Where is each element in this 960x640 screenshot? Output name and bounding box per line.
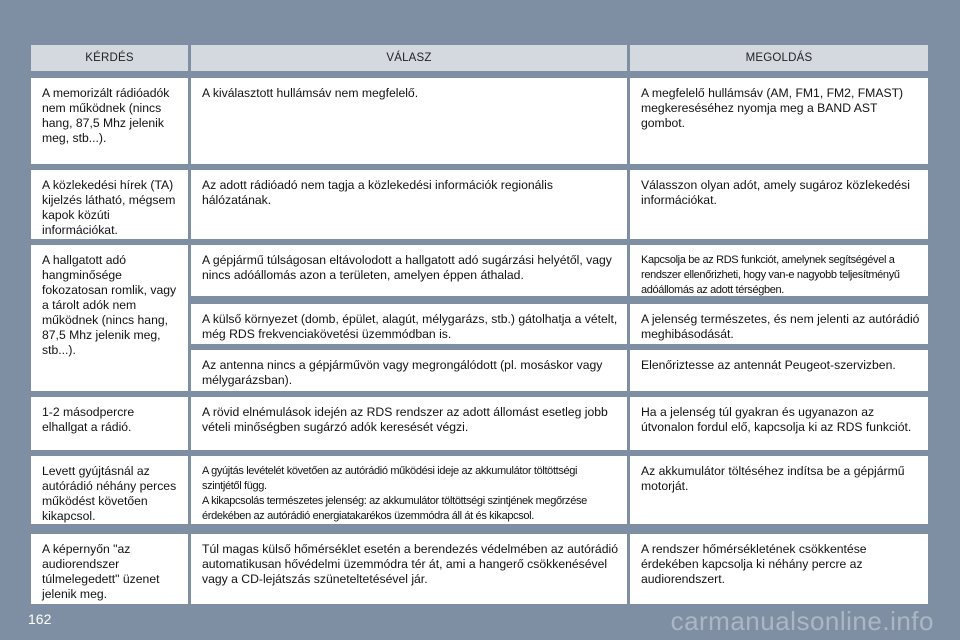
answer-cell [191, 456, 627, 524]
question-cell: A hallgatott adó hangminősége fokozatosan romlik, vagy a tárolt adók nem működnek (nincs hang, 87,5 Mhz jelenik meg, stb...). [31, 245, 188, 391]
answer-cell: A kiválasztott hullámsáv nem megfelelő. [191, 78, 627, 164]
page-number: 162 [28, 611, 52, 627]
solution-cell: Ha a jelenség túl gyakran és ugyanazon az útvonalon fordul elő, kapcsolja ki az RDS funkciót. [630, 397, 928, 450]
solution-cell: Kapcsolja be az RDS funkciót, amelynek segítségével a rendszer ellenőrizheti, hogy van-e nagyobb teljesítményű adóállomás az adott térségben. [630, 245, 928, 296]
answer-cell: Az adott rádióadó nem tagja a közlekedési információk regionális hálózatának. [191, 170, 627, 239]
solution-cell: A rendszer hőmérsékletének csökkentése érdekében kapcsolja ki néhány percre az audiorendszert. [630, 534, 928, 604]
question-cell: A közlekedési hírek (TA) kijelzés látható, mégsem kapok közúti információkat. [31, 170, 188, 239]
header-valasz: VÁLASZ [191, 45, 627, 71]
question-cell: A képernyőn "az audiorendszer túlmelegedett" üzenet jelenik meg. [31, 534, 188, 604]
answer-cell: A külső környezet (domb, épület, alagút, mélygarázs, stb.) gátolhatja a vételt, még RDS frekvenciakövetési üzemmódban is. [191, 304, 627, 344]
header-megoldas: MEGOLDÁS [630, 45, 928, 71]
solution-cell: Válasszon olyan adót, amely sugároz közlekedési információkat. [630, 170, 928, 239]
solution-cell: Elenőriztesse az antennát Peugeot-szervizben. [630, 350, 928, 391]
question-cell: Levett gyújtásnál az autórádió néhány perces működést követően kikapcsol. [31, 456, 188, 524]
answer-cell: A gépjármű túlságosan eltávolodott a hallgatott adó sugárzási helyétől, vagy nincs adóállomás azon a területen, amelyen éppen áthalad. [191, 245, 627, 296]
solution-cell: A megfelelő hullámsáv (AM, FM1, FM2, FMAST) megkereséséhez nyomja meg a BAND AST gombot. [630, 78, 928, 164]
header-kerdes: KÉRDÉS [31, 45, 188, 71]
answer-paragraph: A kikapcsolás természetes jelenség: az akkumulátor töltöttségi szintjének megőrzése érdekében az autórádió energiatakarékos üzemmódra áll át és kikapcsol. [202, 495, 587, 522]
answer-cell: Túl magas külső hőmérséklet esetén a berendezés védelmében az autórádió automatikusan hővédelmi üzemmódra tér át, ami a hangerő csökkenésével vagy a CD-lejátszás szüneteltetésével jár. [191, 534, 627, 604]
answer-paragraph: A gyújtás levételét követően az autórádió működési ideje az akkumulátor töltöttségi szintjétől függ. [202, 465, 578, 492]
question-cell: A memorizált rádióadók nem működnek (nincs hang, 87,5 Mhz jelenik meg, stb...). [31, 78, 188, 164]
question-cell: 1-2 másodpercre elhallgat a rádió. [31, 397, 188, 450]
answer-cell: A rövid elnémulások idején az RDS rendszer az adott állomást esetleg jobb vételi minőségben sugárzó adók keresését végzi. [191, 397, 627, 450]
answer-cell: Az antenna nincs a gépjárművön vagy megrongálódott (pl. mosáskor vagy mélygarázsban). [191, 350, 627, 391]
solution-cell: A jelenség természetes, és nem jelenti az autórádió meghibásodását. [630, 304, 928, 344]
solution-cell: Az akkumulátor töltéséhez indítsa be a gépjármű motorját. [630, 456, 928, 524]
watermark: carmanualsonline.info [670, 606, 934, 636]
